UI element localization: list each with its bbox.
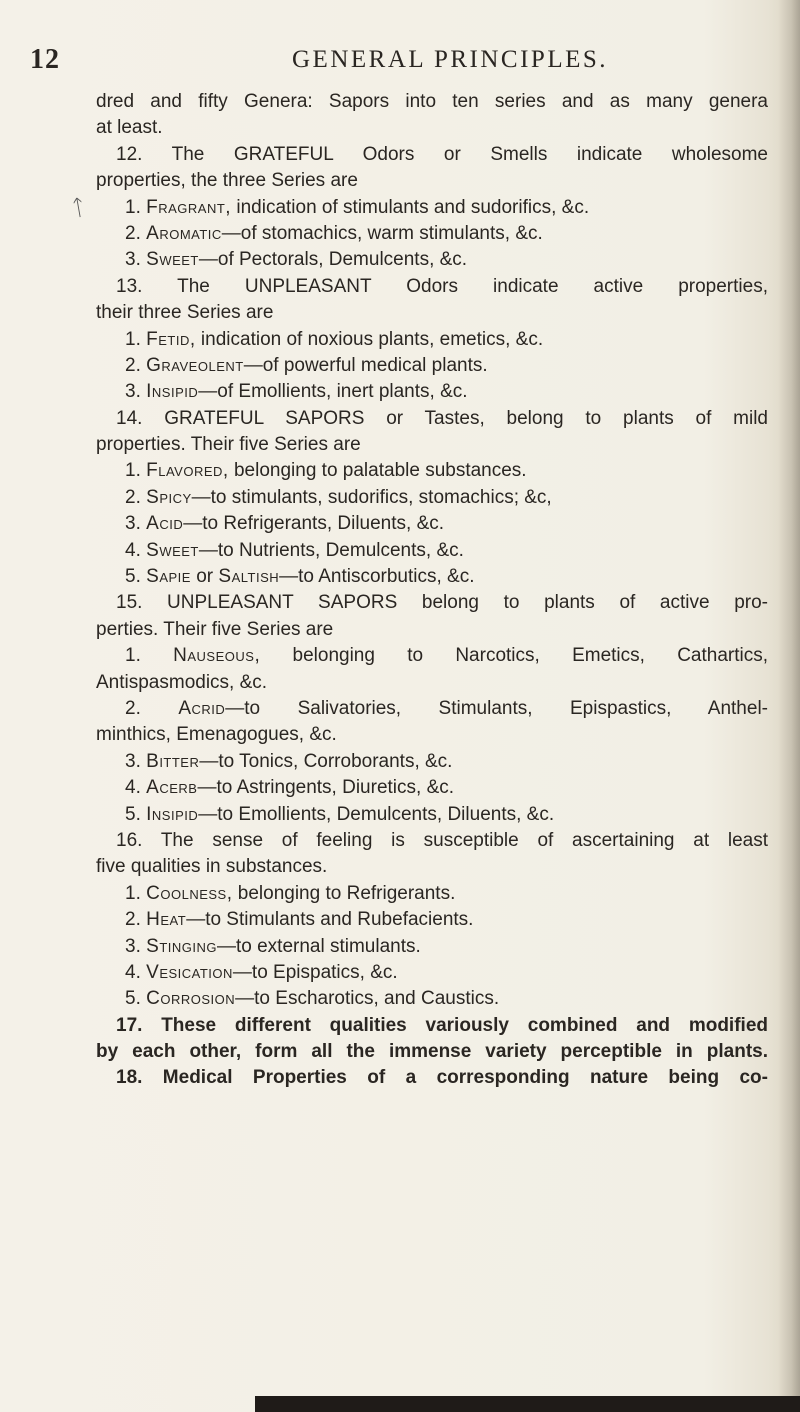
page-edge-shadow — [778, 0, 800, 1412]
paragraph-start-line: 15. UNPLEASANT SAPORS belong to plants of active pro- — [116, 592, 768, 614]
item-text: —of powerful medical plants. — [243, 354, 488, 376]
item-term: Insipid — [146, 803, 199, 825]
item-term: Spicy — [146, 486, 192, 508]
running-head: GENERAL PRINCIPLES. — [292, 46, 609, 73]
item-term: Acrid — [178, 697, 226, 719]
item-number: 2. — [125, 222, 141, 244]
item-term: Fetid, — [146, 328, 196, 350]
item-number: 2. — [125, 354, 141, 376]
text-line: their three Series are — [96, 302, 274, 324]
item-term: Stinging — [146, 935, 217, 957]
item-text: indication of stimulants and sudorifics, &c. — [231, 196, 590, 218]
page-number: 12 — [30, 44, 60, 75]
item-term: Flavored, — [146, 460, 229, 482]
list-item — [96, 247, 768, 273]
item-text: —to Tonics, Corroborants, &c. — [199, 750, 453, 772]
item-text: —to Escharotics, and Caustics. — [235, 988, 500, 1010]
item-text: —of Pectorals, Demulcents, &c. — [198, 249, 468, 271]
item-term: Graveolent — [146, 354, 244, 376]
item-number: 1. — [125, 645, 141, 667]
list-item — [96, 881, 768, 907]
item-number: 2. — [125, 697, 141, 719]
item-term: Insipid — [146, 381, 199, 403]
paragraph-start-line: 13. The UNPLEASANT Odors indicate active properties, — [116, 275, 768, 297]
item-number: 1. — [125, 882, 141, 904]
item-number: 5. — [125, 803, 141, 825]
list-item — [96, 986, 768, 1012]
item-term: Bitter — [146, 750, 200, 772]
item-number: 3. — [125, 935, 141, 957]
text-line: by each other, form all the immense variety perceptible in plants. — [96, 1041, 768, 1063]
text-line: at least. — [96, 117, 163, 139]
item-text: —to Nutrients, Demulcents, &c. — [198, 539, 464, 561]
list-item — [96, 511, 768, 537]
item-term: Acerb — [146, 777, 198, 799]
body-text — [96, 89, 768, 1092]
item-text: —to Refrigerants, Diluents, &c. — [183, 513, 445, 535]
list-item — [96, 327, 768, 353]
item-term: Sapie — [146, 566, 191, 588]
item-number: 3. — [125, 750, 141, 772]
item-term: Vesication — [146, 961, 233, 983]
item-term: Corrosion — [146, 988, 236, 1010]
item-text: —of stomachics, warm stimulants, &c. — [221, 222, 543, 244]
list-item — [96, 775, 768, 801]
list-item — [96, 934, 768, 960]
page-header — [30, 44, 770, 84]
item-text: —to Astringents, Diuretics, &c. — [197, 777, 455, 799]
text-line: dred and fifty Genera: Sapors into ten series and as many genera — [96, 91, 768, 112]
list-item — [96, 458, 768, 484]
list-item — [96, 538, 768, 564]
item-number: 5. — [125, 566, 141, 588]
paragraph-start-line: 18. Medical Properties of a corresponding nature being co- — [116, 1067, 768, 1089]
item-term: Sweet — [146, 539, 199, 561]
list-item — [96, 353, 768, 379]
item-text: —to stimulants, sudorifics, stomachics; &c, — [191, 486, 552, 508]
margin-annotation-mark: ᛏ — [69, 195, 88, 222]
paragraph-start-line: 14. GRATEFUL SAPORS or Tastes, belong to plants of mild — [116, 407, 768, 429]
text-line: Antispasmodics, &c. — [96, 671, 268, 693]
item-term: Saltish — [218, 566, 280, 588]
item-text: —of Emollients, inert plants, &c. — [198, 381, 468, 403]
list-item — [96, 907, 768, 933]
list-item — [96, 195, 768, 221]
list-item — [96, 643, 768, 669]
item-number: 4. — [125, 777, 141, 799]
list-item — [96, 960, 768, 986]
item-text: belonging to Narcotics, Emetics, Cathartics, — [260, 645, 768, 667]
list-item — [96, 564, 768, 590]
list-item — [96, 485, 768, 511]
item-term: Acid — [146, 513, 184, 535]
item-number: 1. — [125, 328, 141, 350]
item-term: Aromatic — [146, 222, 222, 244]
item-text: belonging to Refrigerants. — [232, 882, 456, 904]
item-text: —to Antiscorbutics, &c. — [279, 566, 475, 588]
item-number: 3. — [125, 249, 141, 271]
item-term: Sweet — [146, 249, 199, 271]
item-number: 2. — [125, 909, 141, 931]
paragraph-start-line: 12. The GRATEFUL Odors or Smells indicate wholesome — [116, 143, 768, 165]
item-number: 4. — [125, 961, 141, 983]
list-item — [96, 696, 768, 722]
text-line: five qualities in substances. — [96, 856, 328, 878]
item-term: Heat — [146, 909, 187, 931]
item-text: —to external stimulants. — [216, 935, 421, 957]
list-item — [96, 221, 768, 247]
item-number: 4. — [125, 539, 141, 561]
paragraph-start-line: 17. These different qualities variously combined and modified — [116, 1014, 768, 1036]
item-term: Nauseous, — [173, 645, 261, 667]
item-number: 5. — [125, 988, 141, 1010]
bottom-edge-band — [255, 1396, 800, 1412]
item-text: belonging to palatable substances. — [228, 460, 527, 482]
item-term: Coolness, — [146, 882, 233, 904]
item-text: —to Stimulants and Rubefacients. — [186, 909, 474, 931]
text-line: properties. Their five Series are — [96, 434, 361, 456]
text-line: minthics, Emenagogues, &c. — [96, 724, 337, 746]
item-number: 3. — [125, 381, 141, 403]
item-text: indication of noxious plants, emetics, &c. — [195, 328, 544, 350]
item-number: 3. — [125, 513, 141, 535]
item-number: 1. — [125, 460, 141, 482]
item-term: Fragrant, — [146, 196, 232, 218]
list-item — [96, 379, 768, 405]
paragraph-start-line: 16. The sense of feeling is susceptible of ascertaining at least — [116, 829, 768, 851]
item-number: 1. — [125, 196, 141, 218]
item-text: —to Emollients, Demulcents, Diluents, &c. — [198, 803, 555, 825]
item-number: 2. — [125, 486, 141, 508]
text-line: perties. Their five Series are — [96, 618, 334, 640]
text-line: properties, the three Series are — [96, 170, 358, 192]
item-connector: or — [190, 566, 219, 588]
list-item — [96, 802, 768, 828]
item-text: —to Epispatics, &c. — [232, 961, 398, 983]
item-text: —to Salivatories, Stimulants, Epispastics, Anthel- — [225, 697, 768, 719]
list-item — [96, 749, 768, 775]
